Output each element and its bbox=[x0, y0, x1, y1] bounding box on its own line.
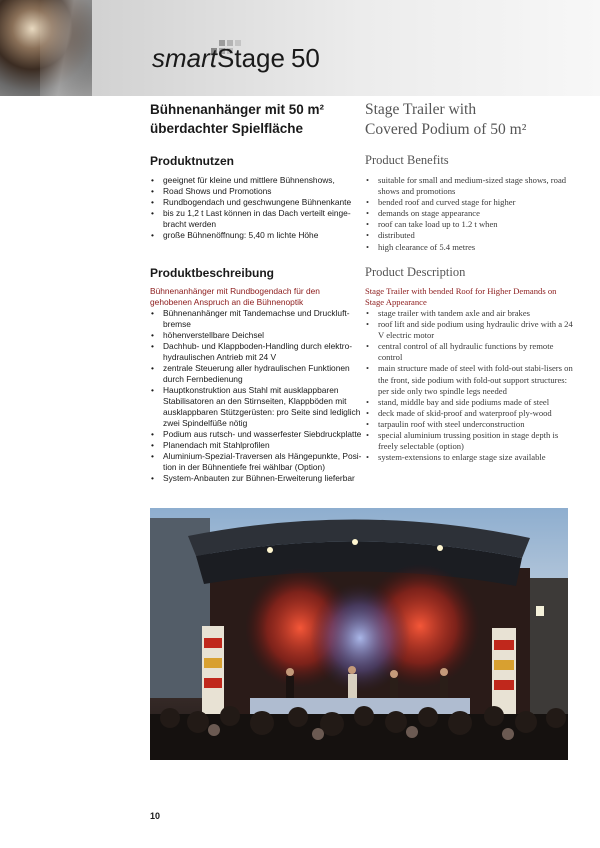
description-intro-german: Bühnenanhänger mit Rundbogendach für den gehobenen Anspruch an die Bühnenoptik bbox=[150, 286, 320, 307]
description-intro-english: Stage Trailer with bended Roof for Higher Demands on Stage Appearance bbox=[365, 286, 557, 308]
logo-stage: Stage bbox=[217, 43, 285, 73]
list-item: • roof can take load up to 1.2 t when bbox=[365, 219, 577, 230]
list-item: • special aluminium trussing position in stage depth is freely selectable (option) bbox=[365, 430, 577, 452]
stage-photo-illustration bbox=[150, 508, 568, 760]
title-english bbox=[365, 100, 585, 140]
title-german-line2: überdachter Spielfläche bbox=[150, 121, 304, 136]
list-item: • zentrale Steuerung aller hydraulischen Funktionen durch Fernbedienung bbox=[150, 363, 365, 385]
list-item: • Aluminium-Spezial-Traversen als Hängepunkte, Posi-tion in der Bühnentiefe frei wählbar (Option) bbox=[150, 451, 365, 473]
logo-number: 50 bbox=[290, 43, 320, 73]
list-item: • roof lift and side podium using hydraulic drive with a 24 V electric motor bbox=[365, 319, 577, 341]
list-item: • demands on stage appearance bbox=[365, 208, 577, 219]
benefits-list-english bbox=[365, 175, 577, 253]
list-item: • Road Shows und Promotions bbox=[150, 186, 365, 197]
list-item: • bis zu 1,2 t Last können in das Dach verteilt einge-bracht werden bbox=[150, 208, 365, 230]
list-item: • Podium aus rutsch- und wasserfester Siebdruckplatte bbox=[150, 429, 365, 440]
list-item: • system-extensions to enlarge stage size available bbox=[365, 452, 577, 463]
list-item: • stage trailer with tandem axle and air brakes bbox=[365, 308, 577, 319]
list-item: • höhenverstellbare Deichsel bbox=[150, 330, 365, 341]
list-item: • central control of all hydraulic functions by remote control bbox=[365, 341, 577, 363]
description-list-english bbox=[365, 308, 577, 463]
list-item: • distributed bbox=[365, 230, 577, 241]
stage-photo bbox=[150, 508, 568, 760]
product-logo bbox=[152, 43, 320, 74]
title-english-line2: Covered Podium of 50 m² bbox=[365, 121, 527, 138]
benefits-heading-german: Produktnutzen bbox=[150, 154, 234, 168]
description-list-german bbox=[150, 308, 365, 484]
benefits-list-german bbox=[150, 175, 365, 241]
list-item: • suitable for small and medium-sized stage shows, road shows and promotions bbox=[365, 175, 577, 197]
description-heading-english: Product Description bbox=[365, 265, 466, 279]
list-item: • geeignet für kleine und mittlere Bühnenshows, bbox=[150, 175, 365, 186]
list-item: • bended roof and curved stage for higher bbox=[365, 197, 577, 208]
list-item: • große Bühnenöffnung: 5,40 m lichte Höhe bbox=[150, 230, 365, 241]
list-item: • Bühnenanhänger mit Tandemachse und Druckluft-bremse bbox=[150, 308, 365, 330]
list-item: • Hauptkonstruktion aus Stahl mit ausklappbaren Stabilisatoren an den Stirnseiten, Klappböden mit ausklappbaren Stützgerüsten: pro Seite sind lediglich zwei Spindelfüße nötig bbox=[150, 385, 365, 429]
title-german bbox=[150, 100, 360, 138]
list-item: • System-Anbauten zur Bühnen-Erweiterung lieferbar bbox=[150, 473, 365, 484]
page-number: 10 bbox=[150, 811, 161, 821]
benefits-heading-english: Product Benefits bbox=[365, 153, 449, 167]
list-item: • tarpaulin roof with steel underconstruction bbox=[365, 419, 577, 430]
list-item: • high clearance of 5.4 metres bbox=[365, 242, 577, 253]
list-item: • main structure made of steel with fold-out stabi-lisers on the front, side podium with fold-out support structures: per side only two spindle legs needed bbox=[365, 363, 577, 396]
header-band bbox=[0, 0, 600, 96]
logo-smart: smart bbox=[152, 43, 217, 73]
description-heading-german: Produktbeschreibung bbox=[150, 266, 275, 280]
title-english-line1: Stage Trailer with bbox=[365, 101, 477, 118]
list-item: • Dachhub- und Klappboden-Handling durch elektro-hydraulischen Antrieb mit 24 V bbox=[150, 341, 365, 363]
header-photo bbox=[0, 0, 92, 96]
list-item: • Planendach mit Stahlprofilen bbox=[150, 440, 365, 451]
list-item: • Rundbogendach und geschwungene Bühnenkante bbox=[150, 197, 365, 208]
list-item: • deck made of skid-proof and waterproof ply-wood bbox=[365, 408, 577, 419]
list-item: • stand, middle bay and side podiums made of steel bbox=[365, 397, 577, 408]
title-german-line1: Bühnenanhänger mit 50 m² bbox=[150, 102, 325, 117]
